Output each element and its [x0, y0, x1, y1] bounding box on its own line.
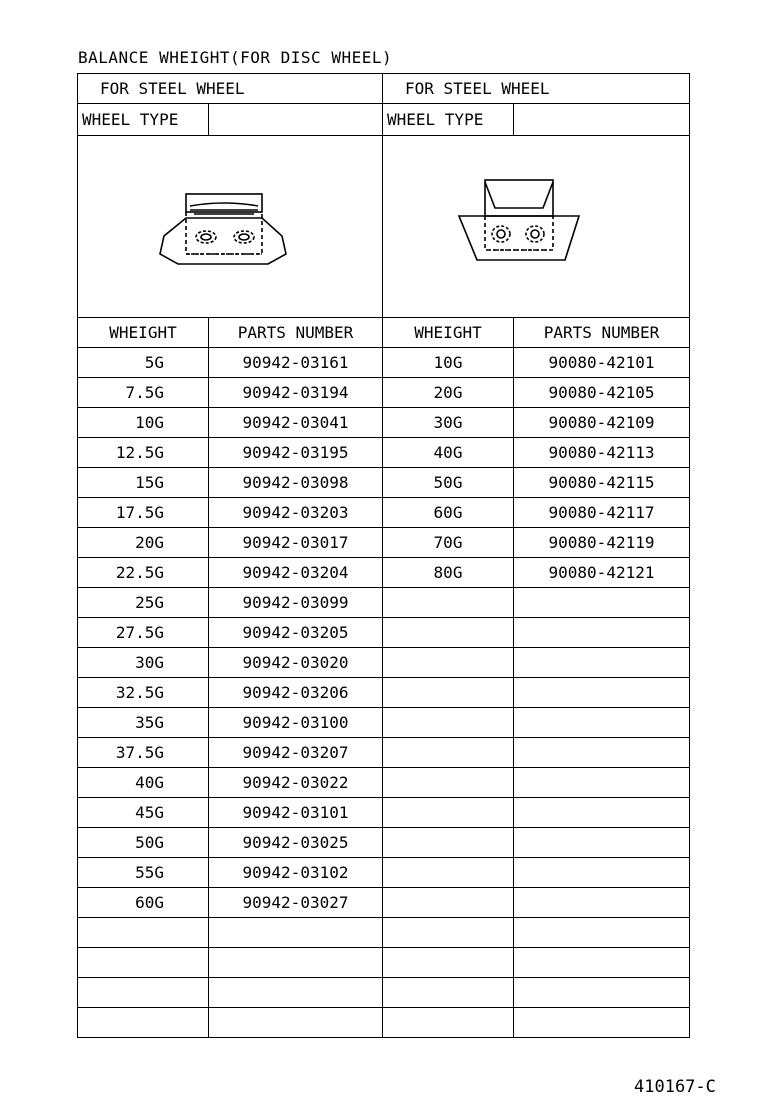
left-part-number-cell: 90942-03041: [209, 408, 383, 438]
left-part-number-cell: [209, 948, 383, 978]
left-part-number-cell: 90942-03206: [209, 678, 383, 708]
right-part-number-cell: [514, 798, 690, 828]
right-part-number-cell: [514, 888, 690, 918]
table-row: [78, 918, 690, 948]
right-weight-cell: 80G: [383, 558, 514, 588]
left-weight-cell: 60G: [78, 888, 209, 918]
right-part-number-cell: [514, 828, 690, 858]
left-weight-cell: 40G: [78, 768, 209, 798]
left-part-number-cell: 90942-03204: [209, 558, 383, 588]
right-weight-cell: [383, 588, 514, 618]
left-part-number-cell: 90942-03102: [209, 858, 383, 888]
right-weight-cell: [383, 618, 514, 648]
left-weight-cell: [78, 918, 209, 948]
table-row: [78, 408, 690, 438]
table-row: [78, 498, 690, 528]
left-weight-cell: 22.5G: [78, 558, 209, 588]
weight-clip-shape: [485, 180, 553, 216]
left-weight-cell: 37.5G: [78, 738, 209, 768]
right-weight-cell: [383, 708, 514, 738]
left-weight-cell: [78, 948, 209, 978]
right-part-number-cell: 90080-42121: [514, 558, 690, 588]
right-weight-cell: [383, 648, 514, 678]
table-row: [78, 618, 690, 648]
left-weight-cell: [78, 1008, 209, 1038]
table-row: [78, 1008, 690, 1038]
right-section-header: FOR STEEL WHEEL: [383, 74, 690, 104]
weight-body-shape: [160, 218, 286, 264]
right-part-number-cell: [514, 678, 690, 708]
left-weight-cell: 45G: [78, 798, 209, 828]
left-part-number-cell: 90942-03099: [209, 588, 383, 618]
page-title: BALANCE WHEIGHT(FOR DISC WHEEL): [78, 48, 393, 67]
right-weight-cell: [383, 738, 514, 768]
right-part-number-cell: 90080-42101: [514, 348, 690, 378]
left-part-number-cell: 90942-03100: [209, 708, 383, 738]
table-row: [78, 768, 690, 798]
right-part-number-cell: 90080-42119: [514, 528, 690, 558]
right-part-number-cell: [514, 768, 690, 798]
table-row: [78, 738, 690, 768]
left-weight-cell: 50G: [78, 828, 209, 858]
right-part-number-cell: 90080-42115: [514, 468, 690, 498]
right-wheel-type-label: WHEEL TYPE: [383, 104, 514, 136]
right-part-number-cell: 90080-42109: [514, 408, 690, 438]
table-row: [78, 858, 690, 888]
left-weight-cell: 7.5G: [78, 378, 209, 408]
left-weight-cell: 32.5G: [78, 678, 209, 708]
left-weight-cell: 12.5G: [78, 438, 209, 468]
left-weight-cell: 55G: [78, 858, 209, 888]
right-weight-cell: [383, 888, 514, 918]
table-row: [78, 678, 690, 708]
right-weight-cell: 20G: [383, 378, 514, 408]
left-part-number-cell: 90942-03025: [209, 828, 383, 858]
right-wheel-type-value: [514, 104, 690, 136]
right-weight-cell: [383, 918, 514, 948]
right-part-number-cell: [514, 918, 690, 948]
table-row: [78, 348, 690, 378]
table-row: [78, 948, 690, 978]
left-parts-column-header: PARTS NUMBER: [209, 318, 383, 348]
left-part-number-cell: 90942-03101: [209, 798, 383, 828]
left-part-number-cell: [209, 978, 383, 1008]
table-row: [78, 438, 690, 468]
right-part-number-cell: [514, 588, 690, 618]
right-part-number-cell: [514, 708, 690, 738]
clip-on-weight-drawing: [78, 136, 383, 317]
table-row: [78, 708, 690, 738]
adhesive-weight-drawing: [383, 136, 690, 317]
right-part-number-cell: 90080-42113: [514, 438, 690, 468]
left-weight-column-header: WHEIGHT: [78, 318, 209, 348]
left-weight-cell: 5G: [78, 348, 209, 378]
right-part-number-cell: 90080-42105: [514, 378, 690, 408]
right-weight-column-header: WHEIGHT: [383, 318, 514, 348]
left-weight-cell: [78, 978, 209, 1008]
right-weight-cell: [383, 948, 514, 978]
left-part-number-cell: [209, 1008, 383, 1038]
left-weight-cell: 17.5G: [78, 498, 209, 528]
right-part-number-cell: [514, 648, 690, 678]
left-part-number-cell: 90942-03098: [209, 468, 383, 498]
right-weight-cell: [383, 768, 514, 798]
right-weight-cell: [383, 1008, 514, 1038]
table-row: [78, 648, 690, 678]
document-number: 410167-C: [634, 1077, 716, 1097]
right-weight-cell: 70G: [383, 528, 514, 558]
weight-body-shape: [459, 216, 579, 260]
right-weight-cell: [383, 858, 514, 888]
right-part-number-cell: [514, 738, 690, 768]
left-weight-cell: 10G: [78, 408, 209, 438]
right-weight-cell: [383, 828, 514, 858]
right-weight-cell: 30G: [383, 408, 514, 438]
left-weight-cell: 30G: [78, 648, 209, 678]
right-weight-cell: [383, 678, 514, 708]
left-part-number-cell: 90942-03027: [209, 888, 383, 918]
right-part-number-cell: [514, 858, 690, 888]
table-row: [78, 588, 690, 618]
table-row: [78, 798, 690, 828]
parts-table: [77, 73, 690, 1038]
table-row: [78, 378, 690, 408]
right-part-number-cell: 90080-42117: [514, 498, 690, 528]
right-weight-illustration: [383, 136, 690, 318]
left-weight-cell: 27.5G: [78, 618, 209, 648]
left-part-number-cell: 90942-03161: [209, 348, 383, 378]
left-part-number-cell: 90942-03203: [209, 498, 383, 528]
left-part-number-cell: [209, 918, 383, 948]
table-row: [78, 468, 690, 498]
right-parts-column-header: PARTS NUMBER: [514, 318, 690, 348]
left-weight-illustration: [78, 136, 383, 318]
left-part-number-cell: 90942-03022: [209, 768, 383, 798]
right-part-number-cell: [514, 618, 690, 648]
left-weight-cell: 20G: [78, 528, 209, 558]
right-weight-cell: 40G: [383, 438, 514, 468]
left-section-header: FOR STEEL WHEEL: [78, 74, 383, 104]
right-weight-cell: [383, 978, 514, 1008]
table-row: [78, 888, 690, 918]
left-weight-cell: 15G: [78, 468, 209, 498]
left-part-number-cell: 90942-03195: [209, 438, 383, 468]
left-part-number-cell: 90942-03194: [209, 378, 383, 408]
right-part-number-cell: [514, 978, 690, 1008]
right-weight-cell: [383, 798, 514, 828]
left-wheel-type-label: WHEEL TYPE: [78, 104, 209, 136]
right-weight-cell: 60G: [383, 498, 514, 528]
left-part-number-cell: 90942-03205: [209, 618, 383, 648]
left-weight-cell: 35G: [78, 708, 209, 738]
left-weight-cell: 25G: [78, 588, 209, 618]
left-wheel-type-value: [209, 104, 383, 136]
table-row: [78, 558, 690, 588]
right-part-number-cell: [514, 948, 690, 978]
left-part-number-cell: 90942-03207: [209, 738, 383, 768]
table-row: [78, 828, 690, 858]
table-row: [78, 978, 690, 1008]
left-part-number-cell: 90942-03020: [209, 648, 383, 678]
left-part-number-cell: 90942-03017: [209, 528, 383, 558]
right-weight-cell: 50G: [383, 468, 514, 498]
right-part-number-cell: [514, 1008, 690, 1038]
table-row: [78, 528, 690, 558]
right-weight-cell: 10G: [383, 348, 514, 378]
